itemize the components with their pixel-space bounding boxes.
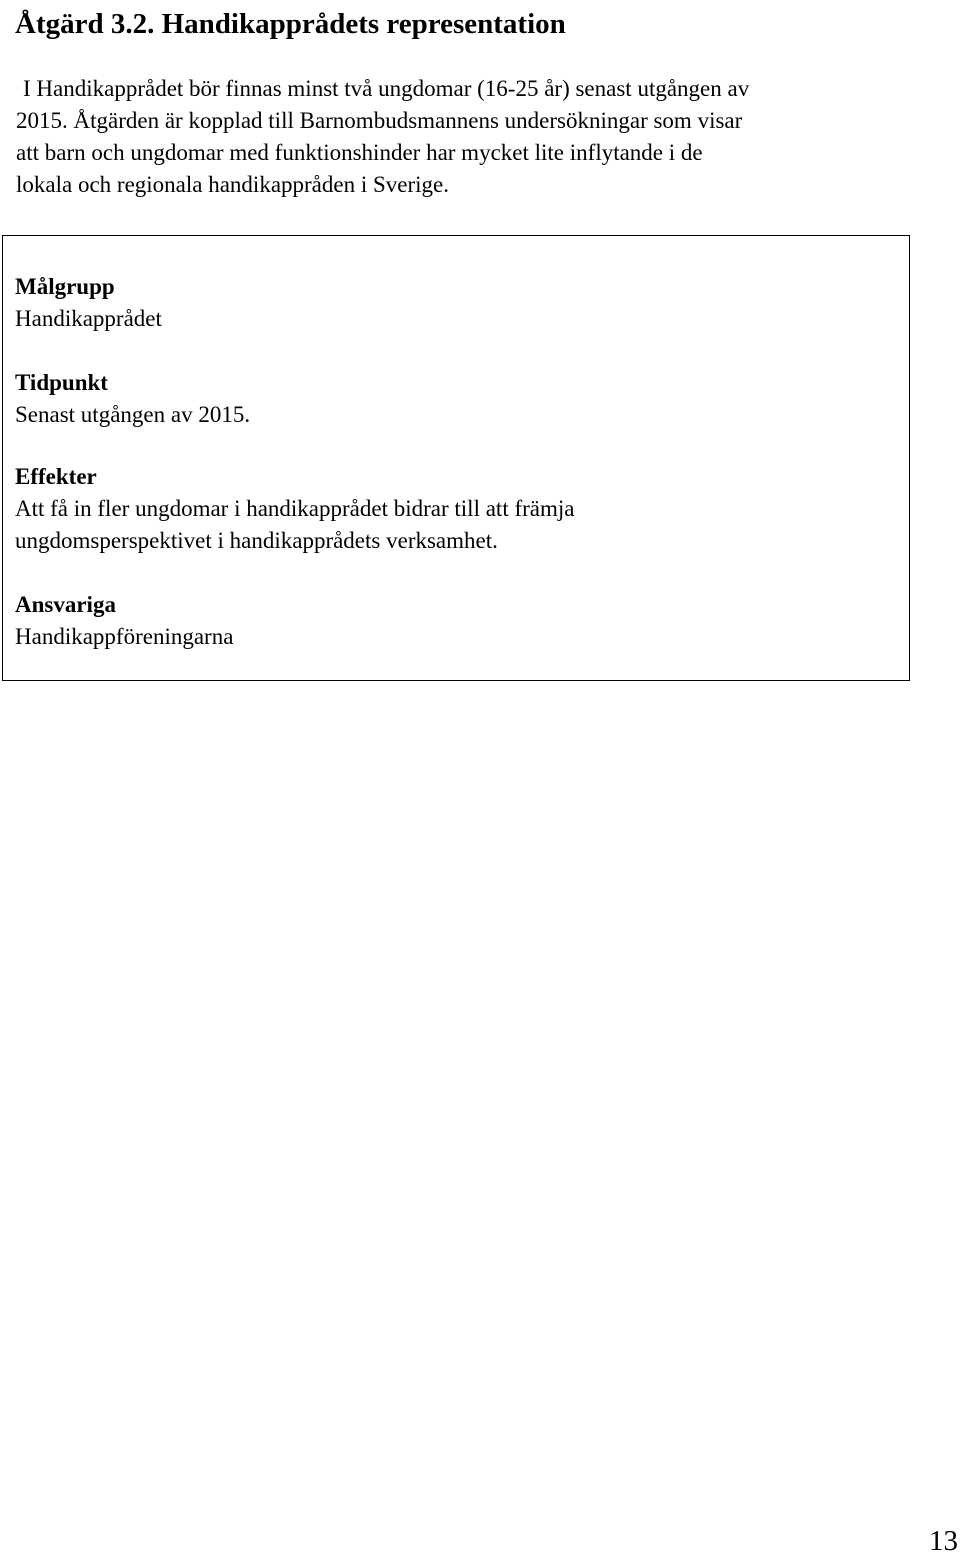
intro-line: 2015. Åtgärden är kopplad till Barnombudsmannens undersökningar som visar	[16, 108, 743, 133]
timing-value: Senast utgången av 2015.	[15, 402, 251, 427]
effects-section	[15, 461, 895, 557]
timing-section	[15, 367, 895, 431]
timing-label: Tidpunkt	[15, 370, 108, 395]
intro-line: lokala och regionala handikappråden i Sverige.	[16, 172, 450, 197]
section-heading: Åtgärd 3.2. Handikapprådets representation	[15, 8, 566, 40]
page-number: 13	[929, 1525, 958, 1557]
intro-line: att barn och ungdomar med funktionshinder har mycket lite inflytande i de	[16, 140, 703, 165]
info-box	[2, 235, 910, 681]
effects-value-line: Att få in fler ungdomar i handikapprådet bidrar till att främja	[15, 496, 575, 521]
responsible-section	[15, 589, 895, 653]
responsible-label: Ansvariga	[15, 592, 116, 617]
intro-line: I Handikapprådet bör finnas minst två ungdomar (16-25 år) senast utgången av	[23, 76, 750, 101]
effects-value-line: ungdomsperspektivet i handikapprådets verksamhet.	[15, 528, 498, 553]
target-group-value: Handikapprådet	[15, 306, 162, 331]
target-group-section	[15, 271, 895, 335]
effects-label: Effekter	[15, 464, 97, 489]
target-group-label: Målgrupp	[15, 274, 115, 299]
intro-paragraph	[16, 73, 916, 201]
responsible-value: Handikappföreningarna	[15, 624, 234, 649]
